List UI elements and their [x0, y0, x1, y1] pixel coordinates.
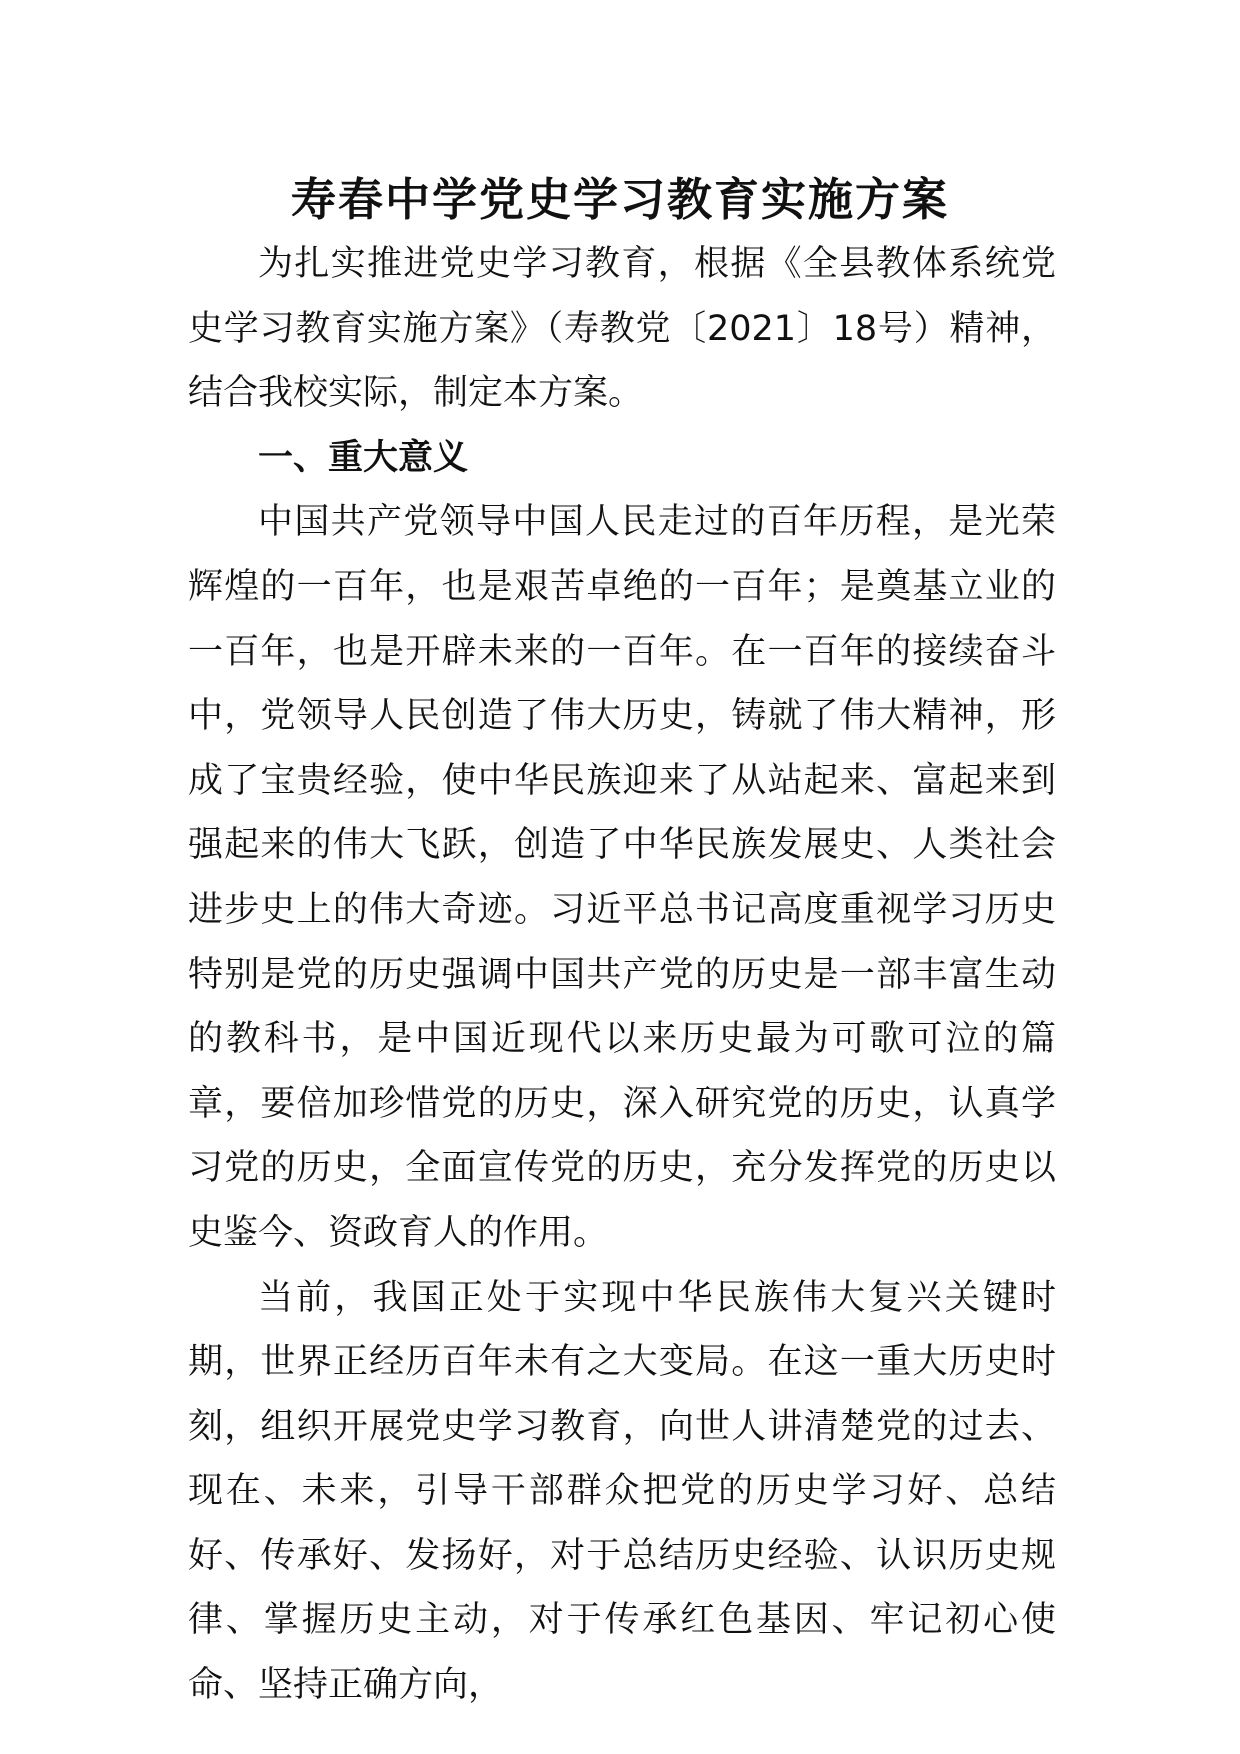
- body-paragraph-1: 中国共产党领导中国人民走过的百年历程，是光荣辉煌的一百年，也是艰苦卓绝的一百年；是奠基立业的一百年，也是开辟未来的一百年。在一百年的接续奋斗中，党领导人民创造了伟大历史，铸就了伟大精神，形成了宝贵经验，使中华民族迎来了从站起来、富起来到强起来的伟大飞跃，创造了中华民族发展史、人类社会进步史上的伟大奇迹。习近平总书记高度重视学习历史特别是党的历史强调中国共产党的历史是一部丰富生动的教科书，是中国近现代以来历史最为可歌可泣的篇章，要倍加珍惜党的历史，深入研究党的历史，认真学习党的历史，全面宣传党的历史，充分发挥党的历史以史鉴今、资政育人的作用。: [188, 502, 1056, 1253]
- document-body: [188, 232, 1056, 1718]
- document-title: 寿春中学党史学习教育实施方案: [290, 173, 949, 226]
- intro-paragraph: 为扎实推进党史学习教育，根据《全县教体系统党史学习教育实施方案》（寿教党〔2021〕18号）精神，结合我校实际，制定本方案。: [188, 244, 1056, 414]
- body-paragraph-2: 当前，我国正处于实现中华民族伟大复兴关键时期，世界正经历百年未有之大变局。在这一重大历史时刻，组织开展党史学习教育，向世人讲清楚党的过去、现在、未来，引导干部群众把党的历史学习好、总结好、传承好、发扬好，对于总结历史经验、认识历史规律、掌握历史主动，对于传承红色基因、牢记初心使命、坚持正确方向，: [188, 1277, 1056, 1706]
- section-heading: 一、重大意义: [258, 437, 469, 478]
